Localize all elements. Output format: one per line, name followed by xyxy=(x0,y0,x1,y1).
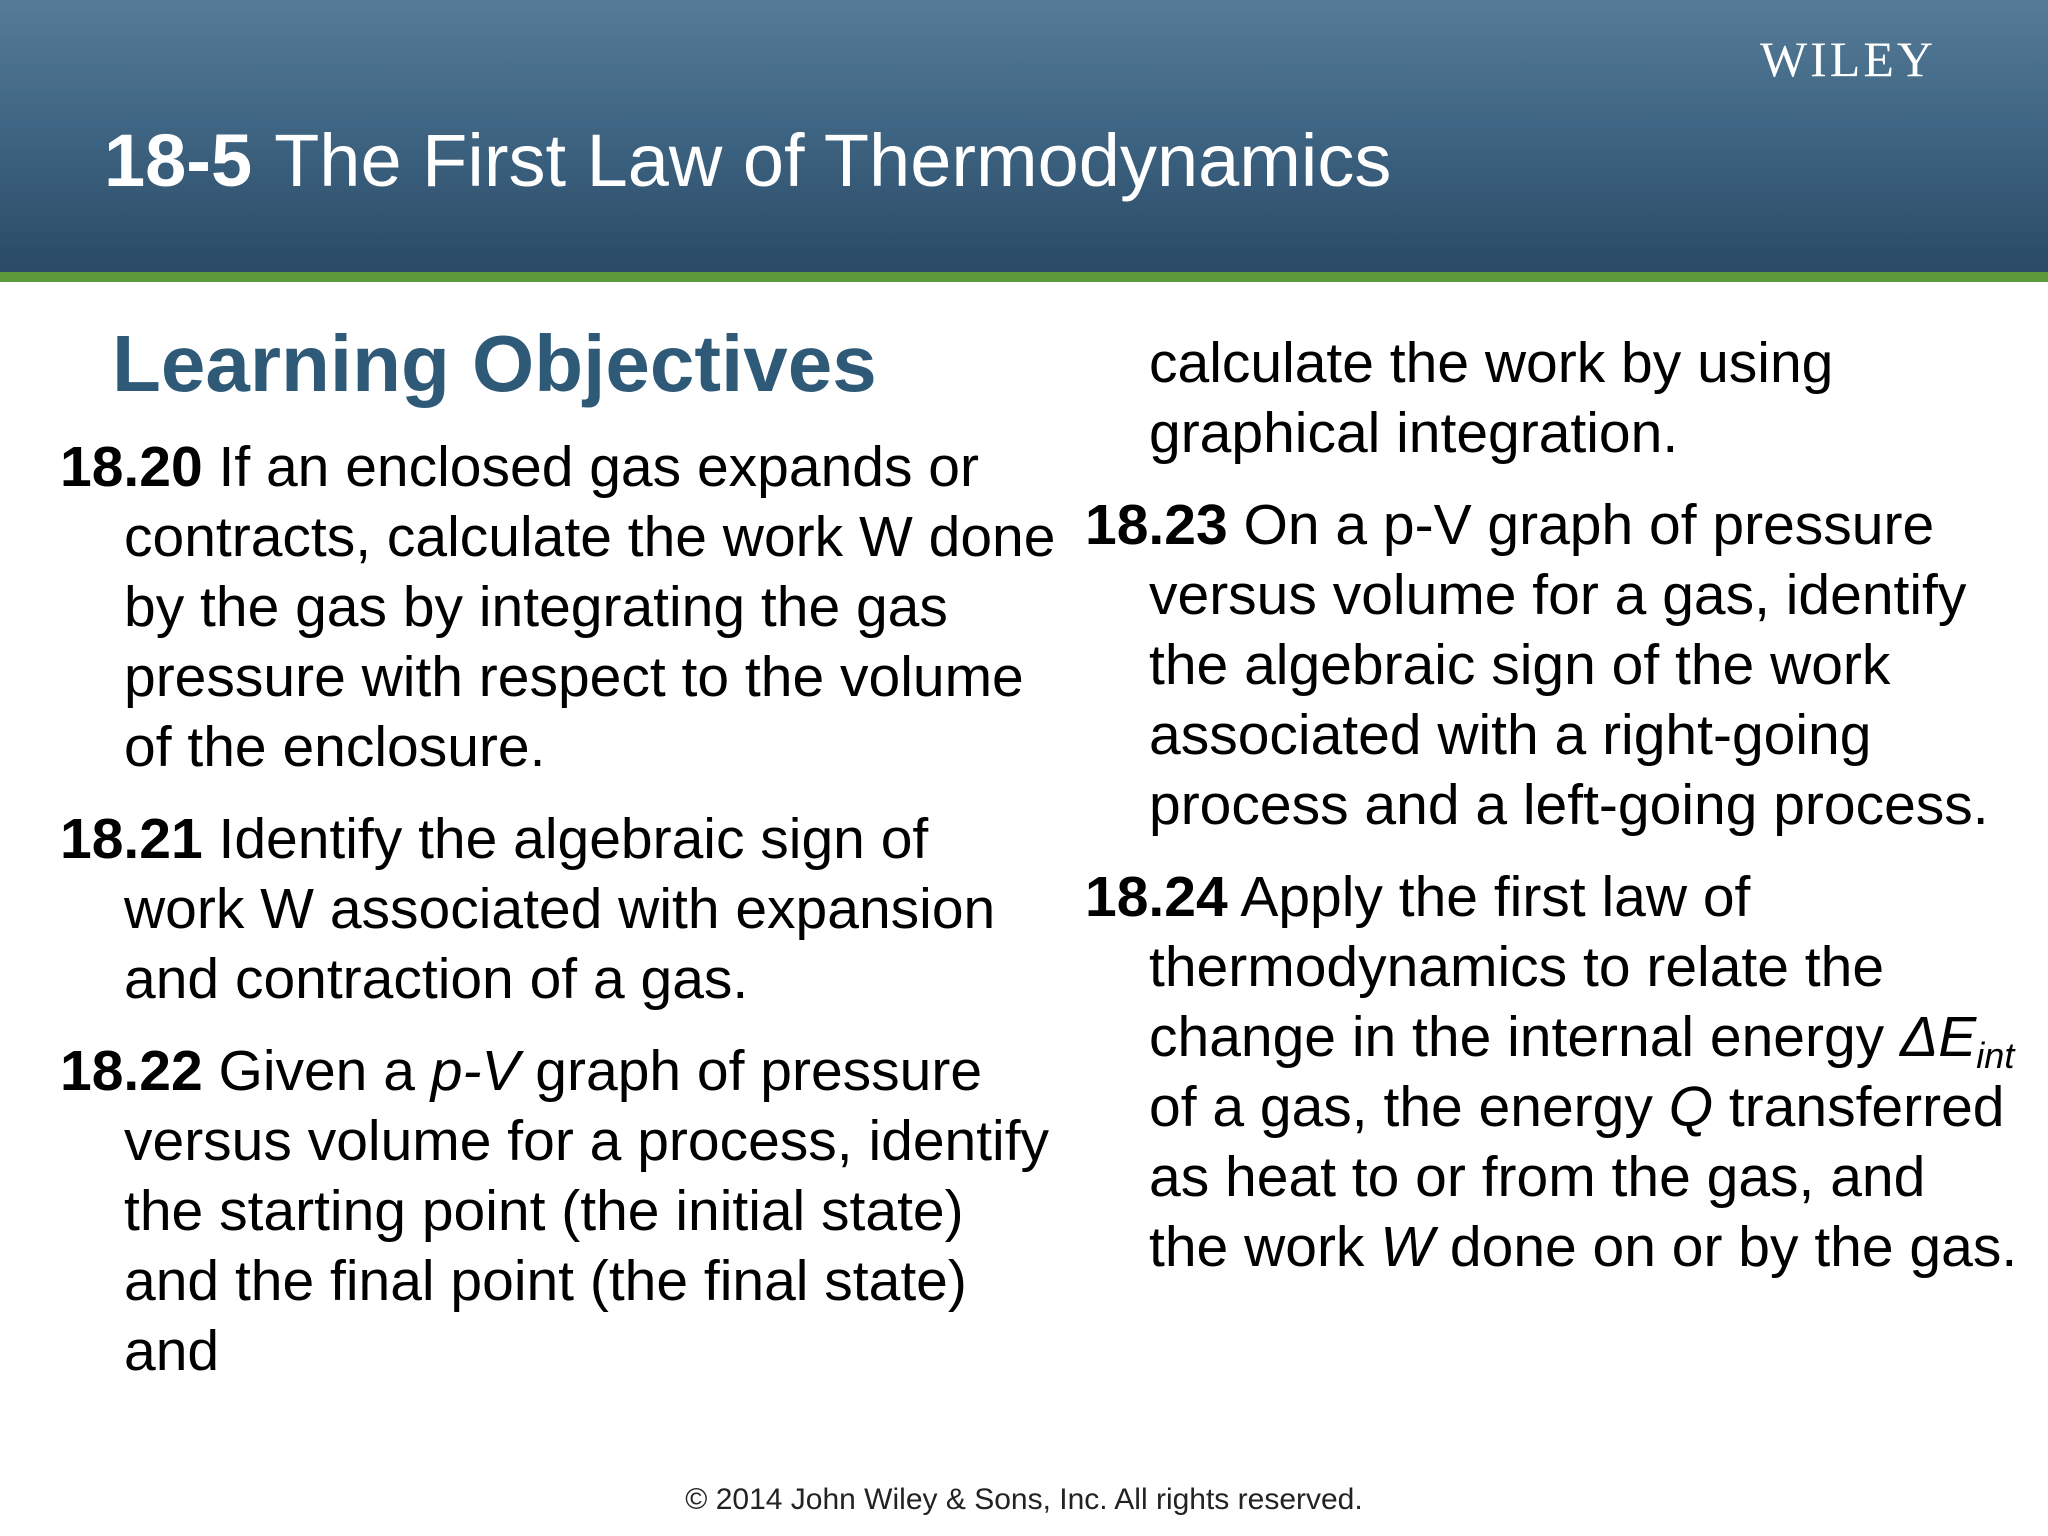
objective-text: done on or by the gas. xyxy=(1434,1215,2018,1279)
objective-code: 18.22 xyxy=(60,1039,203,1103)
objective-term: p-V xyxy=(430,1039,520,1103)
slide-title xyxy=(104,118,1391,203)
delta-e-symbol: ΔE xyxy=(1900,1005,1977,1069)
objective-text: On a p-V graph of pressure versus volume for a gas, identify the algebraic sign of the work associated with a right-going process and a left-going process. xyxy=(1149,493,1989,837)
header-divider xyxy=(0,272,2048,282)
objective-18-22 xyxy=(60,1036,1060,1386)
section-number: 18-5 xyxy=(104,119,253,202)
section-title: The First Law of Thermodynamics xyxy=(274,119,1392,202)
objective-code: 18.24 xyxy=(1085,865,1228,929)
objective-code: 18.20 xyxy=(60,435,203,499)
objective-text: Identify the algebraic sign of work W associated with expansion and contraction of a gas. xyxy=(124,807,996,1011)
objective-18-21 xyxy=(60,804,1060,1014)
objective-text: of a gas, the energy xyxy=(1149,1075,1669,1139)
objectives-left-column xyxy=(60,432,1060,1408)
objective-text: transferred as heat to or from the gas, and the work xyxy=(1149,1075,2005,1279)
objective-code: 18.21 xyxy=(60,807,203,871)
slide-header xyxy=(0,0,2048,272)
objective-text: Apply the first law of thermodynamics to relate the change in the internal energy xyxy=(1149,865,1901,1069)
learning-objectives-heading: Learning Objectives xyxy=(112,319,877,408)
w-symbol: W xyxy=(1380,1215,1435,1279)
objective-text: graph of pressure versus volume for a process, identify the starting point (the initial state) and the final point (the final state) and xyxy=(124,1039,1050,1383)
copyright-footer: © 2014 John Wiley & Sons, Inc. All rights reserved. xyxy=(685,1483,1363,1516)
objectives-right-column xyxy=(1085,328,2020,1304)
objective-text: Given a xyxy=(202,1039,431,1103)
objective-18-23 xyxy=(1085,490,2020,840)
objective-18-24 xyxy=(1085,862,2020,1282)
q-symbol: Q xyxy=(1668,1075,1714,1139)
objective-code: 18.23 xyxy=(1085,493,1228,557)
objective-18-22-continuation: calculate the work by using graphical integration. xyxy=(1149,331,1834,465)
objective-18-20 xyxy=(60,432,1060,782)
delta-e-subscript: int xyxy=(1976,1035,2015,1076)
objective-text: If an enclosed gas expands or contracts, calculate the work W done by the gas by integrating the gas pressure with respect to the volume of the enclosure. xyxy=(124,435,1056,779)
wiley-logo: WILEY xyxy=(1759,31,1936,87)
